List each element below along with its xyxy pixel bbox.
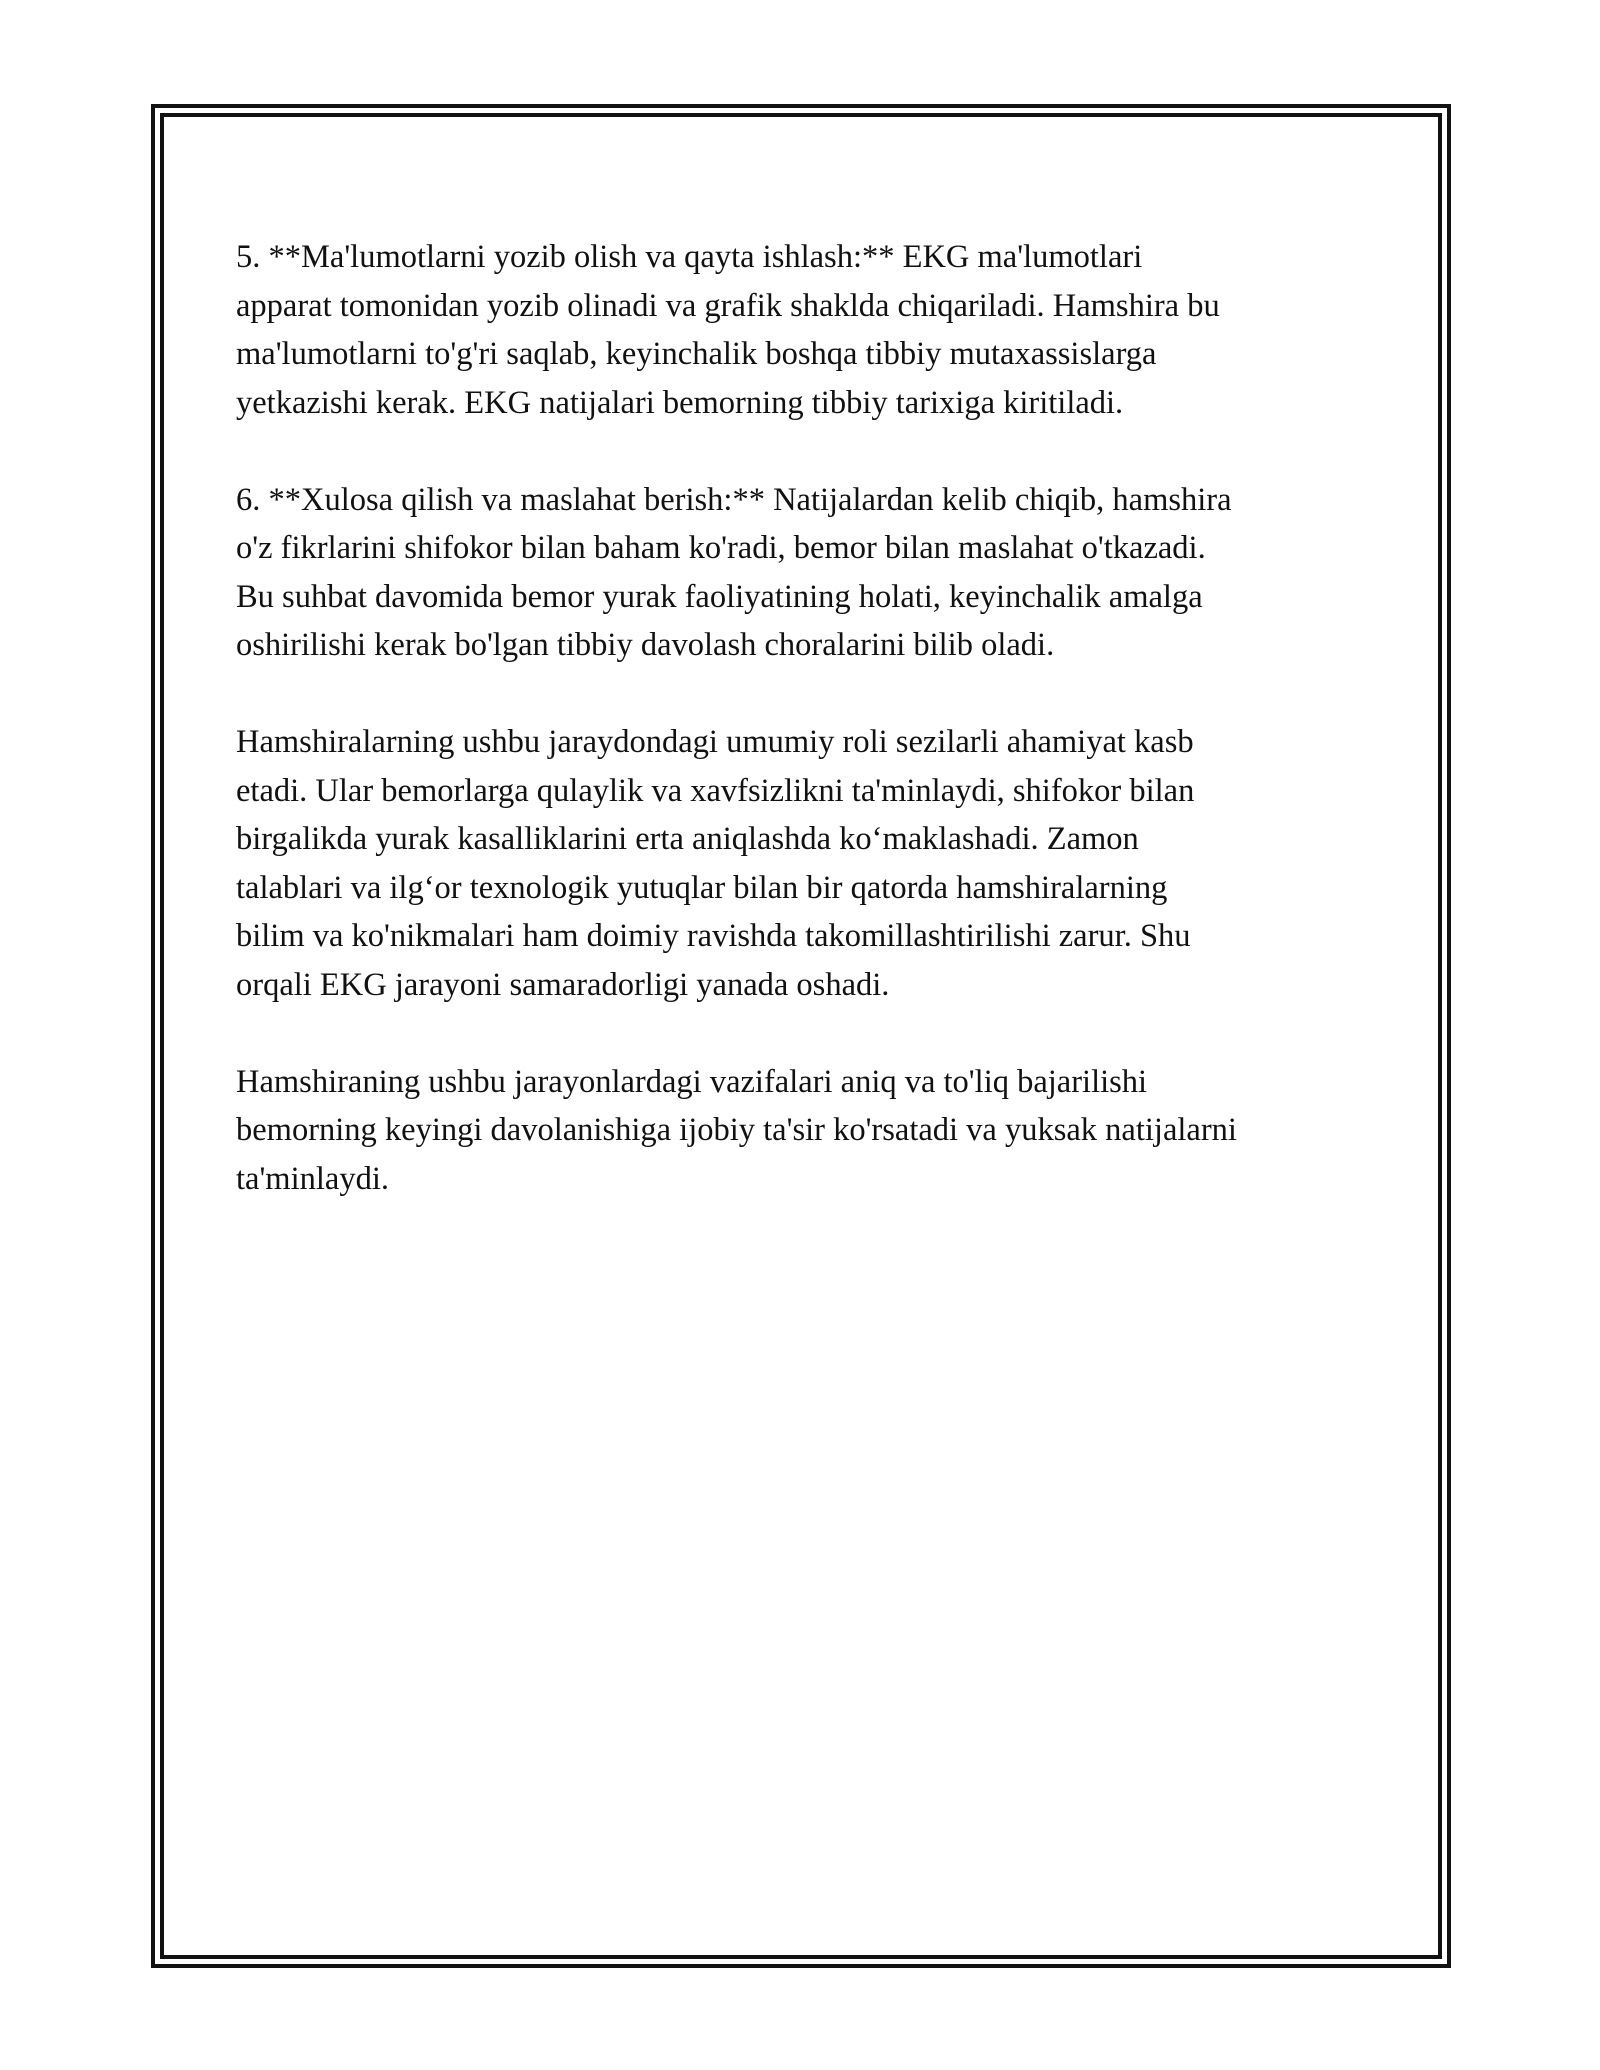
text-line: orqali EKG jarayoni samaradorligi yanada oshadi. — [236, 966, 890, 1003]
text-line: talablari va ilg‘or texnologik yutuqlar bilan bir qatorda hamshiralarning — [236, 869, 1168, 906]
paragraph-nurse-role — [236, 718, 1376, 1009]
text-line: bilim va ko'nikmalari ham doimiy ravishda takomillashtirilishi zarur. Shu — [236, 918, 1191, 954]
text-line: Hamshiraning ushbu jarayonlardagi vazifalari aniq va to'liq bajarilishi — [236, 1063, 1148, 1100]
text-line: Hamshiralarning ushbu jaraydondagi umumiy roli sezilarli ahamiyat kasb — [236, 724, 1194, 760]
text-line: 5. **Ma'lumotlarni yozib olish va qayta ishlash:** EKG ma'lumotlari — [236, 239, 1143, 275]
paragraph-conclusion-advice — [236, 476, 1376, 670]
text-line: etadi. Ular bemorlarga qulaylik va xavfsizlikni ta'minlaydi, shifokor bilan — [236, 772, 1195, 809]
paragraph-nurse-duties — [236, 1058, 1376, 1204]
text-line: yetkazishi kerak. EKG natijalari bemorning tibbiy tarixiga kiritiladi. — [236, 384, 1124, 421]
text-line: ma'lumotlarni to'g'ri saqlab, keyinchalik boshqa tibbiy mutaxassislarga — [236, 336, 1157, 372]
text-line: bemorning keyingi davolanishiga ijobiy ta'sir ko'rsatadi va yuksak natijalarni — [236, 1112, 1237, 1148]
text-line: o'z fikrlarini shifokor bilan baham ko'radi, bemor bilan maslahat o'tkazadi. — [236, 530, 1206, 566]
paragraph-data-recording — [236, 233, 1376, 427]
text-line: Bu suhbat davomida bemor yurak faoliyatining holati, keyinchalik amalga — [236, 578, 1203, 615]
text-line: apparat tomonidan yozib olinadi va grafik shaklda chiqariladi. Hamshira bu — [236, 287, 1220, 324]
document-body — [236, 233, 1376, 1252]
text-line: ta'minlaydi. — [236, 1160, 389, 1197]
text-line: 6. **Xulosa qilish va maslahat berish:** Natijalardan kelib chiqib, hamshira — [236, 481, 1232, 518]
text-line: birgalikda yurak kasalliklarini erta aniqlashda ko‘maklashadi. Zamon — [236, 821, 1139, 857]
text-line: oshirilishi kerak bo'lgan tibbiy davolash choralarini bilib oladi. — [236, 627, 1055, 663]
